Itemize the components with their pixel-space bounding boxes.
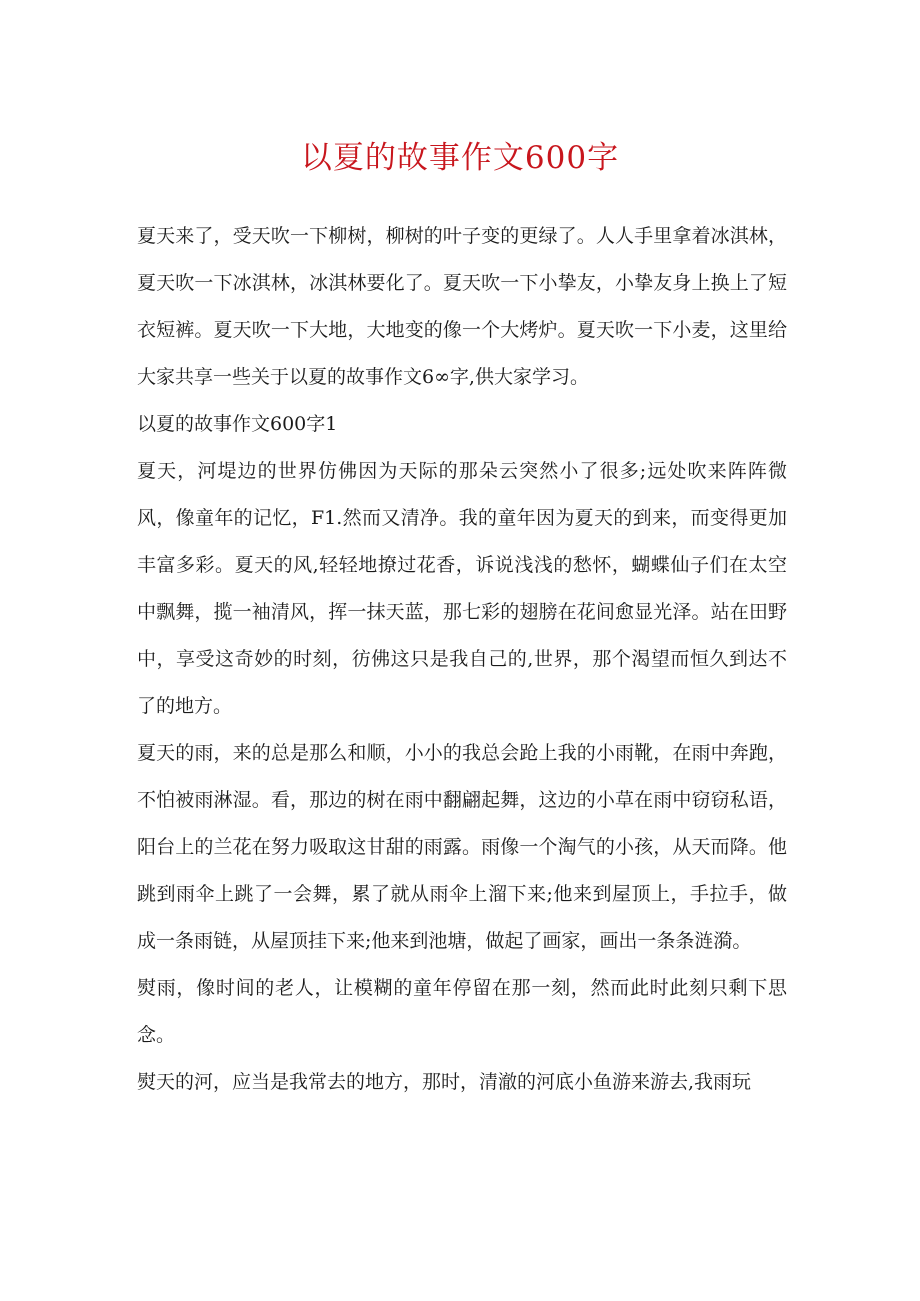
paragraph: 熨雨，像时间的老人，让模糊的童年停留在那一刻，然而此时此刻只剩下思念。 [137,977,787,1046]
paragraph: 夏天来了，受天吹一下柳树，柳树的叶子变的更绿了。人人手里拿着冰淇林，夏天吹一下冰淇林，冰淇林要化了。夏天吹一下小挚友，小挚友身上换上了短衣短裤。夏天吹一下大地，大地变的像一个大烤炉。夏天吹一下小麦，这里给大家共享一些关于以夏的故事作文6∞字,供大家学习。 [137,225,787,388]
document-title: 以夏的故事作文600字 [300,140,620,176]
paragraph: 夏天，河堤边的世界仿佛因为天际的那朵云突然小了很多;远处吹来阵阵微风，像童年的记忆，F1.然而又清净。我的童年因为夏天的到来，而变得更加丰富多彩。夏天的风,轻轻地撩过花香，诉说浅浅的愁怀，蝴蝶仙子们在太空中飘舞，揽一袖清风，挥一抹天蓝，那七彩的翅膀在花间愈显光泽。站在田野中，享受这奇妙的时刻，彷佛这只是我自己的,世界，那个渴望而恒久到达不了的地方。 [137,460,787,717]
paragraph: 熨天的河，应当是我常去的地方，那时，清澈的河底小鱼游来游去,我雨玩 [137,1071,752,1093]
paragraph: 夏天的雨，来的总是那么和顺，小小的我总会跄上我的小雨靴，在雨中奔跑，不怕被雨淋湿。看，那边的树在雨中翻翩起舞，这边的小草在雨中窃窃私语，阳台上的兰花在努力吸取这甘甜的雨露。雨像一个淘气的小孩，从天而降。他跳到雨伞上跳了一会舞，累了就从雨伞上溜下来;他来到屋顶上，手拉手，做成一条雨链，从屋顶挂下来;他来到池塘，做起了画家，画出一条条涟漪。 [137,742,787,952]
section-heading: 以夏的故事作文600字1 [137,413,338,435]
document-body [137,213,787,1106]
